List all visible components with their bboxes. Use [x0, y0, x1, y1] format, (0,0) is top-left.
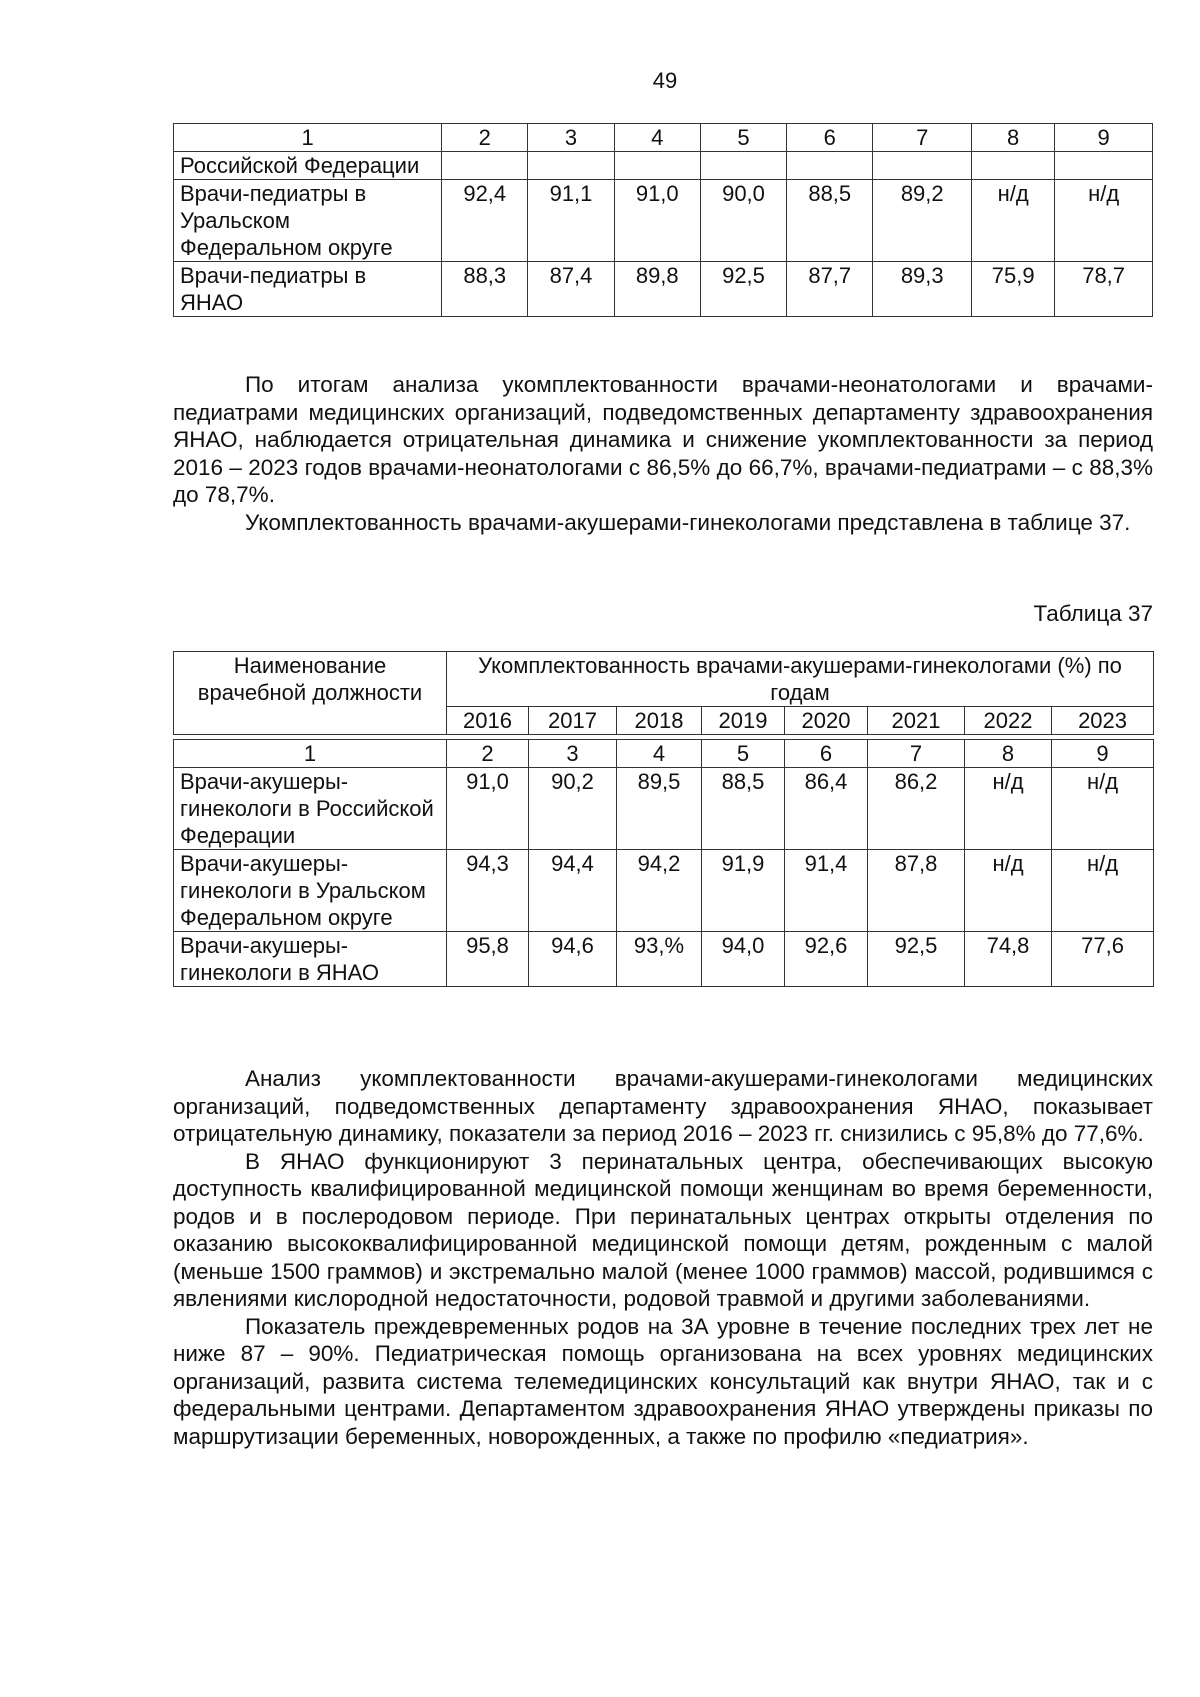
col-number: 5 — [700, 124, 786, 152]
cell: 78,7 — [1055, 262, 1153, 317]
col-number: 2 — [447, 740, 529, 768]
cell: 94,0 — [702, 932, 785, 987]
cell: н/д — [965, 768, 1052, 850]
table-row — [174, 262, 1153, 317]
table-row — [174, 768, 1154, 850]
cell: 92,5 — [868, 932, 965, 987]
cell: 93,% — [617, 932, 702, 987]
cell: 74,8 — [965, 932, 1052, 987]
cell: 89,2 — [873, 180, 972, 262]
cell: н/д — [1055, 180, 1153, 262]
paragraph: В ЯНАО функционируют 3 перинатальных центра, обеспечивающих высокую доступность квалифицированной медицинской помощи женщинам во время беременности, родов и в послеродовом периоде. При перинатальных центрах открыты отделения по оказанию высококвалифицированной медицинской помощи детям, рожденным с малой (меньше 1500 граммов) и экстремально малой (менее 1000 граммов) массой, родившимся с явлениями кислородной недостаточности, родовой травмой и другими заболеваниями. — [173, 1148, 1153, 1311]
table-row — [174, 850, 1154, 932]
cell: 90,2 — [529, 768, 617, 850]
col-number: 5 — [702, 740, 785, 768]
cell: 88,3 — [442, 262, 528, 317]
col-number: 9 — [1055, 124, 1153, 152]
cell: 94,6 — [529, 932, 617, 987]
col-number: 2 — [442, 124, 528, 152]
row-label: Врачи-акушеры-гинекологи в Российской Федерации — [174, 768, 447, 850]
cell — [972, 152, 1055, 180]
cell: 91,1 — [528, 180, 614, 262]
cell: н/д — [1052, 850, 1154, 932]
cell: 87,4 — [528, 262, 614, 317]
cell — [614, 152, 700, 180]
cell: н/д — [965, 850, 1052, 932]
cell: н/д — [1052, 768, 1154, 850]
paragraph: Показатель преждевременных родов на 3А уровне в течение последних трех лет не ниже 87 – 90%. Педиатрическая помощь организована на всех уровнях медицинских организаций, развита система телемедицинских консультаций как внутри ЯНАО, так и с федеральными центрами. Департаментом здравоохранения ЯНАО утверждены приказы по маршрутизации беременных, новорожденных, а также по профилю «педиатрия». — [173, 1313, 1153, 1449]
cell: 88,5 — [702, 768, 785, 850]
cell — [873, 152, 972, 180]
paragraph: Анализ укомплектованности врачами-акушерами-гинекологами медицинских организаций, подведомственных департаменту здравоохранения ЯНАО, показывает отрицательную динамику, показатели за период 2016 – 2023 гг. снизились с 95,8% до 77,6%. — [173, 1066, 1153, 1146]
numbering-row — [174, 740, 1154, 768]
cell: 86,2 — [868, 768, 965, 850]
cell: 86,4 — [785, 768, 868, 850]
staffing-group-header: Укомплектованность врачами-акушерами-гинекологами (%) по годам — [447, 652, 1154, 707]
table-header-row — [174, 652, 1154, 707]
paragraph: Укомплектованность врачами-акушерами-гинекологами представлена в таблице 37. — [245, 509, 1131, 535]
cell: 75,9 — [972, 262, 1055, 317]
year-header: 2020 — [785, 707, 868, 735]
table-row — [174, 180, 1153, 262]
row-label: Врачи-акушеры-гинекологи в ЯНАО — [174, 932, 447, 987]
col-number: 7 — [868, 740, 965, 768]
year-header: 2018 — [617, 707, 702, 735]
cell: 92,6 — [785, 932, 868, 987]
cell: 77,6 — [1052, 932, 1154, 987]
table-36-continuation — [173, 123, 1153, 317]
year-header: 2017 — [529, 707, 617, 735]
table-caption: Таблица 37 — [1033, 601, 1153, 626]
cell — [528, 152, 614, 180]
cell — [700, 152, 786, 180]
row-label: Врачи-педиатры в Уральском Федеральном округе — [174, 180, 442, 262]
year-header: 2019 — [702, 707, 785, 735]
cell: 94,2 — [617, 850, 702, 932]
col-number: 3 — [529, 740, 617, 768]
cell: 87,8 — [868, 850, 965, 932]
cell: 87,7 — [787, 262, 873, 317]
col-number: 4 — [617, 740, 702, 768]
cell: 90,0 — [700, 180, 786, 262]
cell: 89,5 — [617, 768, 702, 850]
page-number: 49 — [652, 68, 678, 93]
cell: 91,0 — [614, 180, 700, 262]
col-number: 6 — [787, 124, 873, 152]
analysis-text-neonatal — [173, 371, 1153, 536]
cell: 91,9 — [702, 850, 785, 932]
col-number: 6 — [785, 740, 868, 768]
col-number: 4 — [614, 124, 700, 152]
col-number: 8 — [965, 740, 1052, 768]
position-name-header: Наименование врачебной должности — [174, 652, 447, 735]
cell: 95,8 — [447, 932, 529, 987]
staffing-table-pediatricians — [173, 123, 1153, 317]
cell: 91,0 — [447, 768, 529, 850]
col-number: 7 — [873, 124, 972, 152]
staffing-table-obstetricians — [173, 651, 1154, 987]
year-header: 2016 — [447, 707, 529, 735]
cell: 91,4 — [785, 850, 868, 932]
row-label: Российской Федерации — [174, 152, 442, 180]
year-header: 2023 — [1052, 707, 1154, 735]
table-row — [174, 932, 1154, 987]
cell: 88,5 — [787, 180, 873, 262]
cell: н/д — [972, 180, 1055, 262]
cell: 89,8 — [614, 262, 700, 317]
row-label: Врачи-педиатры в ЯНАО — [174, 262, 442, 317]
col-number: 9 — [1052, 740, 1154, 768]
paragraph: По итогам анализа укомплектованности врачами-неонатологами и врачами-педиатрами медицинских организаций, подведомственных департаменту здравоохранения ЯНАО, наблюдается отрицательная динамика и снижение укомплектованности за период 2016 – 2023 годов врачами-неонатологами с 86,5% до 66,7%, врачами-педиатрами – с 88,3% до 78,7%. — [173, 372, 1153, 507]
year-header: 2022 — [965, 707, 1052, 735]
year-header: 2021 — [868, 707, 965, 735]
cell — [787, 152, 873, 180]
cell: 92,5 — [700, 262, 786, 317]
cell — [442, 152, 528, 180]
analysis-text-obstetric — [173, 1065, 1153, 1450]
col-number: 3 — [528, 124, 614, 152]
cell: 94,4 — [529, 850, 617, 932]
cell: 92,4 — [442, 180, 528, 262]
table-header-row — [174, 124, 1153, 152]
row-label: Врачи-акушеры-гинекологи в Уральском Федеральном округе — [174, 850, 447, 932]
cell: 94,3 — [447, 850, 529, 932]
col-number: 1 — [174, 124, 442, 152]
col-number: 1 — [174, 740, 447, 768]
cell: 89,3 — [873, 262, 972, 317]
table-row — [174, 152, 1153, 180]
col-number: 8 — [972, 124, 1055, 152]
cell — [1055, 152, 1153, 180]
table-37 — [173, 651, 1153, 987]
